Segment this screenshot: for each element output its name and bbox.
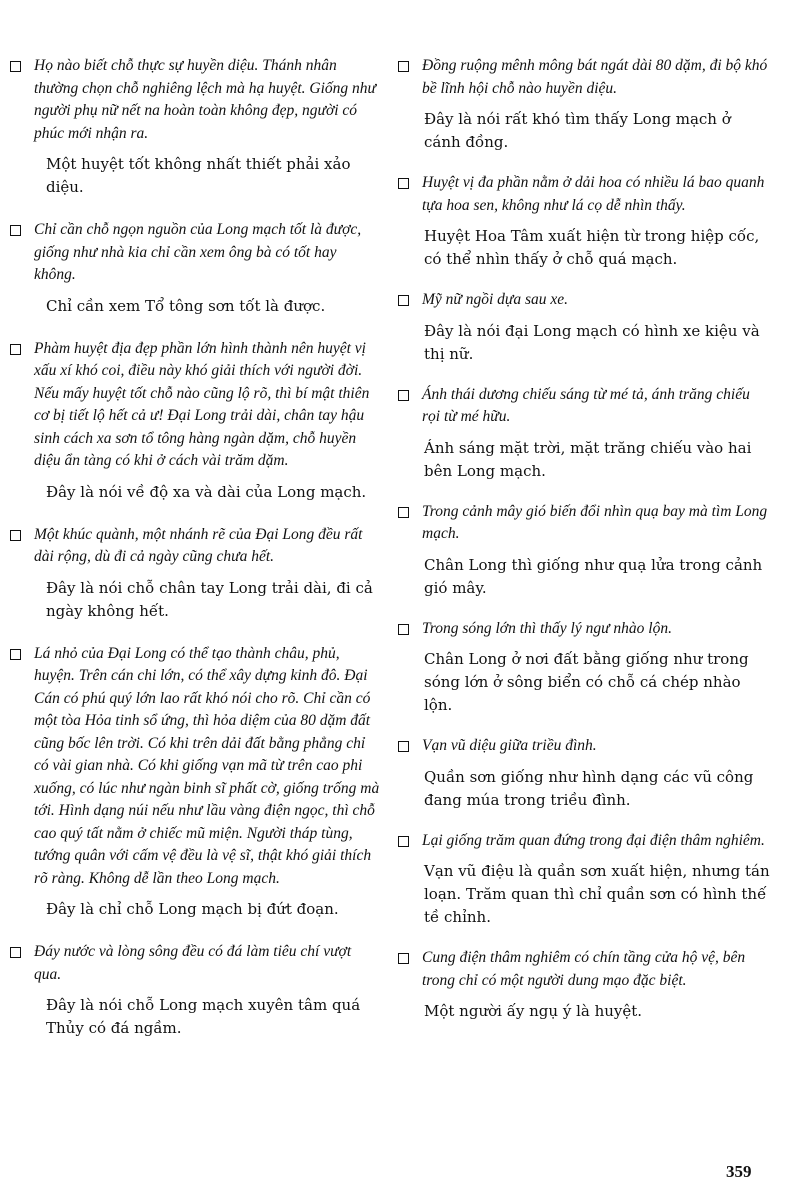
checkbox-icon bbox=[398, 624, 409, 635]
entry bbox=[10, 219, 380, 318]
checkbox-icon bbox=[10, 344, 21, 355]
entry bbox=[398, 501, 770, 600]
commentary-text: Đây là nói chỗ chân tay Long trải dài, đi cả ngày không hết. bbox=[46, 578, 373, 620]
entry bbox=[10, 643, 380, 922]
entry bbox=[10, 941, 380, 1040]
commentary-text: Đây là nói chỗ Long mạch xuyên tâm quá Thủy có đá ngầm. bbox=[46, 996, 361, 1037]
commentary-text: Một người ấy ngụ ý là huyệt. bbox=[424, 1002, 643, 1020]
entry bbox=[398, 172, 770, 271]
left-column bbox=[10, 55, 380, 1040]
verse-text: Trong cảnh mây gió biến đổi nhìn quạ bay mà tìm Long mạch. bbox=[422, 502, 768, 542]
verse-text: Cung điện thâm nghiêm có chín tầng cửa hộ vệ, bên trong chỉ có một người dung mạo đặc biệt. bbox=[422, 949, 746, 989]
entry bbox=[10, 338, 380, 504]
verse-text: Ánh thái dương chiếu sáng từ mé tả, ánh trăng chiếu rọi từ mé hữu. bbox=[422, 385, 750, 425]
checkbox-icon bbox=[398, 507, 409, 518]
verse-text: Lá nhỏ của Đại Long có thể tạo thành châu, phủ, huyện. Trên cán chi lớn, có thể xây dựng kinh đô. Đại Cán có phú quý lớn lao rất khó nói cho rõ. Chỉ cần có một tòa Hỏa tinh sổ ứng, thì hỏa diệm của 80 dặm đất cũng bốc lên trời. Có khi trên dải đất bằng phẳng chỉ có vài gian nhà. Có khi giống vạn mã từ trên cao phi xuống, có lúc như ngàn binh sĩ phất cờ, giống trống mà tới. Hình dạng núi nếu như lầu vàng điện ngọc, thì chỗ cao quý tất nằm ở chiếc mũ miện. Người tháp tùng, tướng quân với cấm vệ đều là vệ sĩ, thật khó giải thích rõ ràng. Không dễ lần theo Long mạch. bbox=[34, 644, 380, 887]
commentary-text: Chỉ cần xem Tổ tông sơn tốt là được. bbox=[46, 296, 326, 315]
checkbox-icon bbox=[398, 836, 409, 847]
checkbox-icon bbox=[10, 649, 21, 660]
verse-text: Mỹ nữ ngồi dựa sau xe. bbox=[422, 291, 569, 308]
commentary-text: Đây là chỉ chỗ Long mạch bị đứt đoạn. bbox=[46, 900, 339, 918]
commentary-text: Huyệt Hoa Tâm xuất hiện từ trong hiệp cốc, có thể nhìn thấy ở chỗ quá mạch. bbox=[424, 227, 760, 268]
verse-text: Đáy nước và lòng sông đều có đá làm tiêu chí vượt qua. bbox=[34, 943, 352, 983]
checkbox-icon bbox=[398, 178, 409, 189]
checkbox-icon bbox=[10, 61, 21, 72]
verse-text: Vạn vũ diệu giữa triều đình. bbox=[422, 737, 597, 754]
commentary-text: Đây là nói về độ xa và dài của Long mạch. bbox=[46, 482, 367, 501]
entry bbox=[398, 735, 770, 812]
commentary-text: Chân Long thì giống như quạ lửa trong cảnh gió mây. bbox=[424, 555, 763, 597]
commentary-text: Một huyệt tốt không nhất thiết phải xảo diệu. bbox=[46, 155, 351, 196]
checkbox-icon bbox=[10, 225, 21, 236]
commentary-text: Đây là nói đại Long mạch có hình xe kiệu và thị nữ. bbox=[424, 321, 760, 363]
checkbox-icon bbox=[398, 295, 409, 306]
commentary-text: Đây là nói rất khó tìm thấy Long mạch ở cánh đồng. bbox=[424, 110, 731, 151]
verse-text: Đồng ruộng mênh mông bát ngát dài 80 dặm, đi bộ khó bề lĩnh hội chỗ nào huyền diệu. bbox=[422, 57, 768, 97]
entry bbox=[398, 618, 770, 718]
verse-text: Phàm huyệt địa đẹp phần lớn hình thành nên huyệt vị xấu xí khó coi, điều này khó giải thích với người đời. Nếu mấy huyệt tốt chỗ nào cũng lộ rõ, thì bí mật thiên cơ bị tiết lộ hết cả ư! Đại Long trải dài, chân tay hậu sinh cách xa sơn tổ tông hàng ngàn dặm, chỗ huyền diệu ẩn tàng có khi ở cách vài trăm dặm. bbox=[34, 339, 370, 469]
verse-text: Huyệt vị đa phần nằm ở dải hoa có nhiều lá bao quanh tựa hoa sen, không như lá cọ dễ nhìn thấy. bbox=[422, 174, 765, 214]
commentary-text: Vạn vũ điệu là quần sơn xuất hiện, nhưng tán loạn. Trăm quan thì chỉ quần sơn có hình thế tề chỉnh. bbox=[424, 862, 770, 926]
checkbox-icon bbox=[398, 953, 409, 964]
verse-text: Trong sóng lớn thì thấy lý ngư nhào lộn. bbox=[422, 619, 672, 637]
checkbox-icon bbox=[10, 530, 21, 541]
entry bbox=[10, 524, 380, 623]
page-number: 359 bbox=[726, 1162, 752, 1181]
checkbox-icon bbox=[398, 61, 409, 72]
verse-text: Chỉ cần chỗ ngọn nguồn của Long mạch tốt là được, giống như nhà kia chỉ cần xem ông bà có tốt hay không. bbox=[34, 221, 362, 283]
verse-text: Một khúc quành, một nhánh rẽ của Đại Long đều rất dài rộng, dù đi cả ngày cũng chưa hết. bbox=[34, 525, 363, 565]
entry bbox=[398, 289, 770, 366]
checkbox-icon bbox=[398, 741, 409, 752]
right-column bbox=[398, 55, 770, 1023]
commentary-text: Quần sơn giống như hình dạng các vũ công đang múa trong triều đình. bbox=[424, 767, 754, 809]
entry bbox=[398, 947, 770, 1023]
commentary-text: Chân Long ở nơi đất bằng giống như trong sóng lớn ở sông biển có chỗ cá chép nhào lộn. bbox=[424, 650, 749, 714]
entry bbox=[10, 55, 380, 199]
commentary-text: Ánh sáng mặt trời, mặt trăng chiếu vào hai bên Long mạch. bbox=[424, 438, 752, 480]
entry bbox=[398, 384, 770, 483]
entry bbox=[398, 55, 770, 154]
verse-text: Lại giống trăm quan đứng trong đại điện thâm nghiêm. bbox=[422, 831, 765, 849]
entry bbox=[398, 830, 770, 930]
checkbox-icon bbox=[10, 947, 21, 958]
verse-text: Họ nào biết chỗ thực sự huyền diệu. Thánh nhân thường chọn chỗ nghiêng lệch mà hạ huyệt. Giống như người phụ nữ nết na hoàn toàn không đẹp, người có phúc mới nhận ra. bbox=[34, 57, 377, 142]
checkbox-icon bbox=[398, 390, 409, 401]
